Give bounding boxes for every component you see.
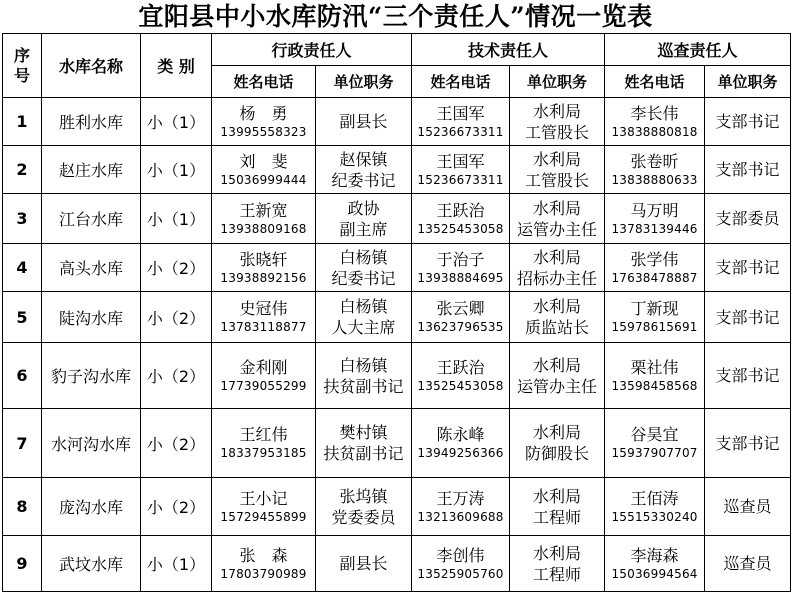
- patrol-name-phone: [605, 478, 705, 536]
- patrol-unit-post: [705, 478, 791, 536]
- patrol-name-phone: [605, 244, 705, 292]
- patrol-person-name: 王佰涛: [630, 488, 679, 508]
- tech-name-phone: [412, 98, 510, 146]
- tech-unit-post: [510, 536, 605, 592]
- admin-phone: 17803790989: [220, 566, 307, 581]
- table-row: [3, 478, 791, 536]
- patrol-post-line: 巡查员: [723, 554, 772, 573]
- tech-post-line: 水利局: [533, 423, 582, 442]
- reservoir-category: 小（1）: [141, 98, 212, 146]
- admin-post-line: 副县长: [339, 554, 388, 573]
- patrol-unit-post: [705, 244, 791, 292]
- patrol-phone: 15515330240: [611, 509, 698, 524]
- tech-post-line: 水利局: [533, 101, 582, 121]
- tech-unit-post: [510, 409, 605, 478]
- patrol-person-name: 栗社伟: [630, 357, 679, 377]
- table-row: [3, 409, 791, 478]
- patrol-phone: 13838880818: [611, 124, 698, 139]
- tech-unit-post: [510, 292, 605, 343]
- admin-post-line: 白杨镇: [339, 355, 388, 375]
- patrol-name-phone: [605, 409, 705, 478]
- header-reservoir: 水库名称: [42, 34, 141, 98]
- admin-post-line: 扶贫副书记: [323, 444, 404, 463]
- reservoir-category: 小（2）: [141, 478, 212, 536]
- tech-post-line: 工管股长: [525, 170, 590, 190]
- table-row: [3, 98, 791, 146]
- header-seq: [3, 34, 42, 98]
- tech-person-name: 王万涛: [436, 488, 485, 508]
- patrol-post-line: 支部书记: [715, 258, 780, 277]
- patrol-post-line: 支部书记: [715, 433, 780, 453]
- tech-post-line: 质监站长: [525, 318, 590, 337]
- patrol-post-line: 支部书记: [715, 160, 780, 179]
- admin-person-name: 王红伟: [239, 425, 288, 444]
- admin-name-phone: [212, 244, 316, 292]
- header-patrol: 巡查责任人: [605, 34, 791, 66]
- patrol-unit-post: [705, 409, 791, 478]
- tech-phone: 13938884695: [417, 270, 504, 285]
- admin-unit-post: [316, 409, 412, 478]
- patrol-unit-post: [705, 98, 791, 146]
- patrol-person-name: 马万明: [630, 200, 679, 220]
- tech-post-line: 运管办主任: [517, 376, 598, 396]
- patrol-post-line: 支部书记: [715, 112, 780, 131]
- patrol-unit-post: [705, 343, 791, 409]
- row-index: 8: [3, 478, 42, 536]
- admin-post-line: 纪委书记: [331, 170, 396, 190]
- admin-phone: 15729455899: [220, 509, 307, 524]
- reservoir-name: 胜利水库: [42, 98, 141, 146]
- patrol-phone: 15937907707: [611, 446, 698, 460]
- tech-phone: 13213609688: [417, 509, 504, 524]
- header-admin-name-phone: 姓名电话: [212, 66, 316, 98]
- admin-person-name: 王小记: [239, 488, 288, 508]
- tech-person-name: 王跃治: [436, 357, 485, 377]
- reservoir-name: 豹子沟水库: [42, 343, 141, 409]
- patrol-phone: 13598458568: [611, 378, 698, 393]
- tech-name-phone: [412, 343, 510, 409]
- reservoir-name: 陡沟水库: [42, 292, 141, 343]
- table-row: [3, 536, 791, 592]
- admin-person-name: 金利刚: [239, 357, 288, 377]
- reservoir-name: 江台水库: [42, 194, 141, 244]
- tech-post-line: 水利局: [533, 247, 582, 267]
- admin-name-phone: [212, 536, 316, 592]
- tech-post-line: 工管股长: [525, 122, 590, 142]
- admin-post-line: 扶贫副书记: [323, 376, 404, 396]
- tech-person-name: 陈永峰: [436, 425, 485, 444]
- patrol-person-name: 张学伟: [630, 249, 679, 269]
- admin-unit-post: [316, 194, 412, 244]
- patrol-phone: 17638478887: [611, 270, 698, 285]
- reservoir-name: 赵庄水库: [42, 146, 141, 194]
- reservoir-category: 小（2）: [141, 244, 212, 292]
- tech-unit-post: [510, 343, 605, 409]
- tech-post-line: 水利局: [533, 355, 582, 375]
- patrol-name-phone: [605, 292, 705, 343]
- tech-phone: 13949256366: [417, 446, 504, 460]
- table-row: [3, 194, 791, 244]
- tech-name-phone: [412, 146, 510, 194]
- tech-unit-post: [510, 478, 605, 536]
- admin-name-phone: [212, 343, 316, 409]
- row-index: 1: [3, 98, 42, 146]
- admin-phone: 13938809168: [220, 221, 307, 236]
- row-index: 3: [3, 194, 42, 244]
- admin-post-line: 张坞镇: [339, 486, 388, 506]
- row-index: 7: [3, 409, 42, 478]
- reservoir-name: 庞沟水库: [42, 478, 141, 536]
- patrol-person-name: 李海森: [630, 545, 679, 565]
- tech-person-name: 王国军: [436, 103, 485, 123]
- tech-person-name: 王跃治: [436, 200, 485, 220]
- admin-person-name: 王新宽: [239, 200, 288, 220]
- tech-post-line: 水利局: [533, 486, 582, 506]
- patrol-person-name: 丁新现: [630, 299, 679, 318]
- admin-unit-post: [316, 292, 412, 343]
- tech-post-line: 工程师: [533, 564, 582, 584]
- row-index: 2: [3, 146, 42, 194]
- admin-name-phone: [212, 194, 316, 244]
- tech-unit-post: [510, 244, 605, 292]
- tech-post-line: 工程师: [533, 507, 582, 527]
- reservoir-category: 小（1）: [141, 146, 212, 194]
- patrol-name-phone: [605, 146, 705, 194]
- patrol-name-phone: [605, 98, 705, 146]
- patrol-unit-post: [705, 194, 791, 244]
- admin-phone: 13995558323: [220, 124, 307, 139]
- tech-phone: 13525905760: [417, 566, 504, 581]
- admin-post-line: 白杨镇: [339, 247, 388, 267]
- admin-name-phone: [212, 146, 316, 194]
- patrol-post-line: 支部委员: [715, 209, 780, 228]
- patrol-unit-post: [705, 146, 791, 194]
- tech-name-phone: [412, 536, 510, 592]
- tech-post-line: 运管办主任: [517, 219, 598, 239]
- admin-post-line: 政协: [347, 198, 380, 218]
- header-patrol-name-phone: 姓名电话: [605, 66, 705, 98]
- row-index: 5: [3, 292, 42, 343]
- reservoir-category: 小（2）: [141, 343, 212, 409]
- reservoir-name: 高头水库: [42, 244, 141, 292]
- tech-phone: 15236673311: [417, 172, 504, 187]
- admin-name-phone: [212, 409, 316, 478]
- admin-phone: 13783118877: [220, 320, 307, 334]
- tech-phone: 13525453058: [417, 378, 504, 393]
- tech-post-line: 水利局: [533, 297, 582, 316]
- patrol-person-name: 李长伟: [630, 103, 679, 123]
- patrol-unit-post: [705, 292, 791, 343]
- admin-post-line: 人大主席: [331, 318, 396, 337]
- tech-name-phone: [412, 409, 510, 478]
- admin-unit-post: [316, 536, 412, 592]
- tech-person-name: 王国军: [436, 151, 485, 171]
- admin-phone: 13938892156: [220, 270, 307, 285]
- tech-name-phone: [412, 478, 510, 536]
- patrol-person-name: 谷昊宜: [630, 425, 679, 444]
- reservoir-name: 武坟水库: [42, 536, 141, 592]
- reservoir-category: 小（1）: [141, 536, 212, 592]
- header-tech-unit-post: 单位职务: [510, 66, 605, 98]
- tech-post-line: 招标办主任: [517, 268, 598, 288]
- admin-phone: 15036999444: [220, 172, 307, 187]
- admin-unit-post: [316, 343, 412, 409]
- reservoir-category: 小（1）: [141, 194, 212, 244]
- tech-post-line: 水利局: [533, 149, 582, 169]
- tech-person-name: 李创伟: [436, 545, 485, 565]
- patrol-name-phone: [605, 194, 705, 244]
- header-seq-label: 序号: [13, 45, 30, 85]
- admin-post-line: 赵保镇: [339, 149, 388, 169]
- table-row: [3, 244, 791, 292]
- admin-person-name: 张 森: [239, 545, 288, 565]
- tech-unit-post: [510, 146, 605, 194]
- admin-unit-post: [316, 146, 412, 194]
- row-index: 6: [3, 343, 42, 409]
- header-admin-unit-post: 单位职务: [316, 66, 412, 98]
- admin-name-phone: [212, 478, 316, 536]
- admin-unit-post: [316, 478, 412, 536]
- patrol-name-phone: [605, 536, 705, 592]
- tech-post-line: 水利局: [533, 543, 582, 563]
- tech-name-phone: [412, 292, 510, 343]
- admin-name-phone: [212, 292, 316, 343]
- header-patrol-unit-post: 单位职务: [705, 66, 791, 98]
- tech-phone: 15236673311: [417, 124, 504, 139]
- admin-post-line: 白杨镇: [339, 297, 388, 316]
- responsibility-table: [2, 33, 791, 592]
- patrol-phone: 13783139446: [611, 221, 698, 236]
- table-row: [3, 146, 791, 194]
- patrol-phone: 15036994564: [611, 566, 698, 581]
- patrol-phone: 15978615691: [611, 320, 698, 334]
- header-category: 类 别: [141, 34, 212, 98]
- patrol-person-name: 张卷昕: [630, 151, 679, 171]
- tech-person-name: 于治子: [436, 249, 485, 269]
- table-row: [3, 343, 791, 409]
- page-title: 宜阳县中小水库防汛“三个责任人”情况一览表: [138, 2, 653, 31]
- admin-unit-post: [316, 98, 412, 146]
- tech-post-line: 水利局: [533, 198, 582, 218]
- table-row: [3, 292, 791, 343]
- row-index: 4: [3, 244, 42, 292]
- admin-phone: 17739055299: [220, 378, 307, 393]
- header-tech: 技术责任人: [412, 34, 605, 66]
- patrol-phone: 13838880633: [611, 172, 698, 187]
- tech-name-phone: [412, 244, 510, 292]
- tech-unit-post: [510, 98, 605, 146]
- admin-post-line: 纪委书记: [331, 268, 396, 288]
- header-tech-name-phone: 姓名电话: [412, 66, 510, 98]
- header-admin: 行政责任人: [212, 34, 412, 66]
- reservoir-name: 水河沟水库: [42, 409, 141, 478]
- table-body: [3, 98, 791, 592]
- reservoir-category: 小（2）: [141, 292, 212, 343]
- admin-person-name: 张晓轩: [239, 249, 288, 269]
- tech-name-phone: [412, 194, 510, 244]
- admin-person-name: 刘 斐: [239, 151, 288, 171]
- tech-phone: 13525453058: [417, 221, 504, 236]
- tech-phone: 13623796535: [417, 320, 504, 334]
- patrol-post-line: 巡查员: [723, 497, 772, 516]
- admin-post-line: 副主席: [339, 219, 388, 239]
- reservoir-category: 小（2）: [141, 409, 212, 478]
- admin-person-name: 史冠伟: [239, 299, 288, 318]
- admin-name-phone: [212, 98, 316, 146]
- admin-post-line: 副县长: [339, 112, 388, 131]
- tech-post-line: 防御股长: [525, 444, 590, 463]
- admin-post-line: 党委委员: [331, 507, 396, 527]
- tech-unit-post: [510, 194, 605, 244]
- patrol-unit-post: [705, 536, 791, 592]
- admin-person-name: 杨 勇: [239, 103, 288, 123]
- patrol-post-line: 支部书记: [715, 366, 780, 385]
- admin-post-line: 樊村镇: [339, 423, 388, 442]
- tech-person-name: 张云卿: [436, 299, 485, 318]
- admin-phone: 18337953185: [220, 446, 307, 460]
- header-row-top: [3, 34, 791, 66]
- patrol-post-line: 支部书记: [715, 307, 780, 327]
- row-index: 9: [3, 536, 42, 592]
- patrol-name-phone: [605, 343, 705, 409]
- admin-unit-post: [316, 244, 412, 292]
